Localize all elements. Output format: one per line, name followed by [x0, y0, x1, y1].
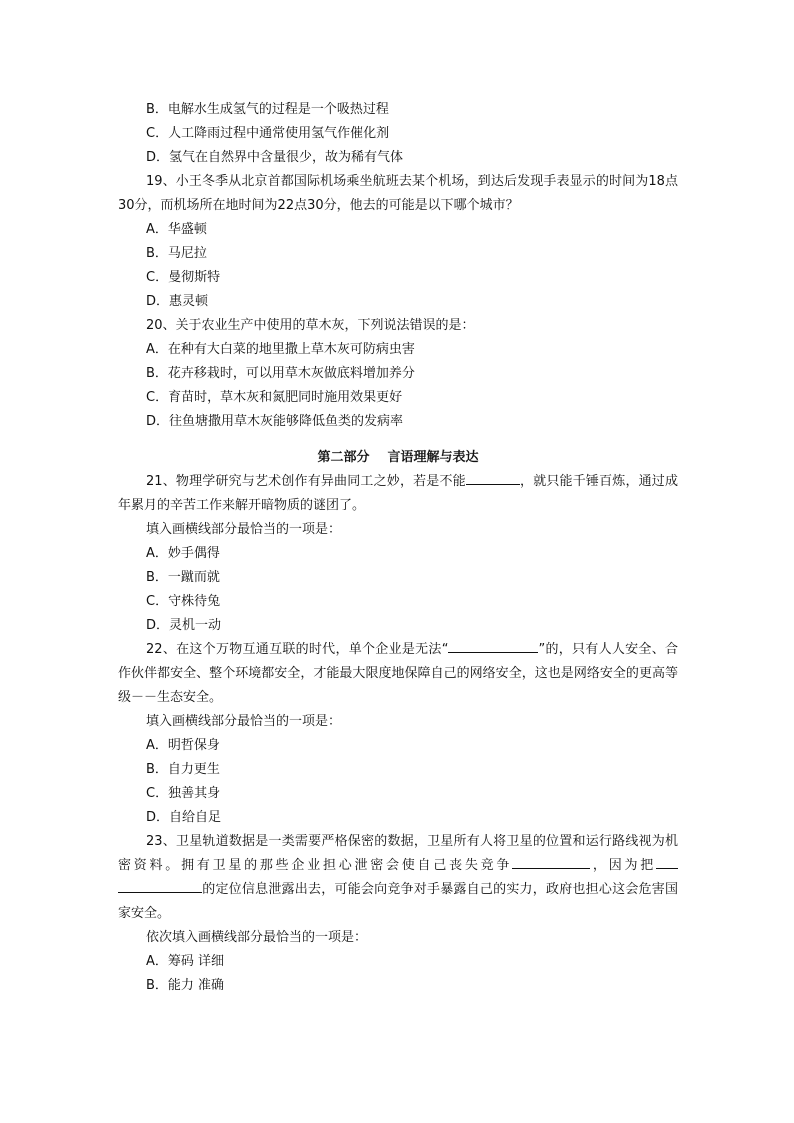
q21-option-d: D．灵机一动: [146, 618, 222, 633]
q21-blank: [466, 470, 520, 485]
q22-option-c: C．独善其身: [146, 786, 221, 801]
q19-option-b: B．马尼拉: [146, 246, 207, 261]
document-content: [118, 98, 678, 998]
q19-option-c: C．曼彻斯特: [146, 270, 221, 285]
q21-stem-after: ，就只能千锤百炼，通过成年累月的辛苦工作来解开暗物质的谜团了。: [118, 474, 678, 513]
q20-stem: 20、关于农业生产中使用的草木灰，下列说法错误的是：: [146, 318, 475, 333]
q23-stem-part1: 23、卫星轨道数据是一类需要严格保密的数据，卫星所有人将卫星的位置和运行路线视为机密资料。拥有卫星的那些企业担心泄密会使自己丧失竞争: [118, 834, 678, 873]
q22-option-d: D．自给自足: [146, 810, 222, 825]
q22-option-a: A．明哲保身: [146, 738, 220, 753]
q18-option-c: C．人工降雨过程中通常使用氢气作催化剂: [146, 126, 390, 141]
q18-option-b: B．电解水生成氢气的过程是一个吸热过程: [146, 102, 389, 117]
q20-option-d: D．往鱼塘撒用草木灰能够降低鱼类的发病率: [146, 414, 404, 429]
q23-blank-1: [512, 854, 590, 869]
q19-option-a: A．华盛顿: [146, 222, 207, 237]
q23-stem-part2: ，因为把: [590, 858, 656, 873]
q21-instruction: 填入画横线部分最恰当的一项是：: [146, 522, 342, 537]
q21-stem: [118, 470, 678, 518]
q22-option-b: B．自力更生: [146, 762, 220, 777]
q23-instruction: 依次填入画横线部分最恰当的一项是：: [146, 930, 368, 945]
q21-stem-before: 21、物理学研究与艺术创作有异曲同工之妙，若是不能: [146, 474, 466, 489]
q20-option-a: A．在种有大白菜的地里撒上草木灰可防病虫害: [146, 342, 415, 357]
q22-blank: [448, 638, 538, 653]
q23-option-b: B．能力 准确: [146, 978, 225, 993]
section-part-label: 第二部分: [317, 450, 370, 465]
section-title-text: 言语理解与表达: [387, 450, 479, 465]
q21-option-a: A．妙手偶得: [146, 546, 220, 561]
q21-option-c: C．守株待兔: [146, 594, 221, 609]
q22-instruction: 填入画横线部分最恰当的一项是：: [146, 714, 342, 729]
q20-option-c: C．育苗时，草木灰和氮肥同时施用效果更好: [146, 390, 403, 405]
q23-option-a: A．筹码 详细: [146, 954, 225, 969]
q21-option-b: B．一蹴而就: [146, 570, 220, 585]
q23-stem: [118, 830, 678, 926]
q22-stem: [118, 638, 678, 710]
q22-stem-before: 22、在这个万物互通互联的时代，单个企业是无法“: [146, 642, 449, 657]
q19-option-d: D．惠灵顿: [146, 294, 209, 309]
q23-blank-2b: [118, 878, 202, 893]
q23-blank-2a: [656, 854, 678, 869]
q18-option-d: D．氢气在自然界中含量很少，故为稀有气体: [146, 150, 404, 165]
q22-stem-after: ”的，只有人人安全、合作伙伴都安全、整个环境都安全，才能最大限度地保障自己的网络安全，这也是网络安全的更高等级－－生态安全。: [118, 642, 678, 705]
q19-stem: 19、小王冬季从北京首都国际机场乘坐航班去某个机场，到达后发现手表显示的时间为18点30分，而机场所在地时间为22点30分，他去的可能是以下哪个城市？: [118, 174, 678, 213]
q20-option-b: B．花卉移栽时，可以用草木灰做底料增加养分: [146, 366, 415, 381]
section-heading: [118, 446, 678, 470]
q23-stem-part3: 的定位信息泄露出去，可能会向竞争对手暴露自己的实力，政府也担心这会危害国家安全。: [118, 882, 678, 921]
